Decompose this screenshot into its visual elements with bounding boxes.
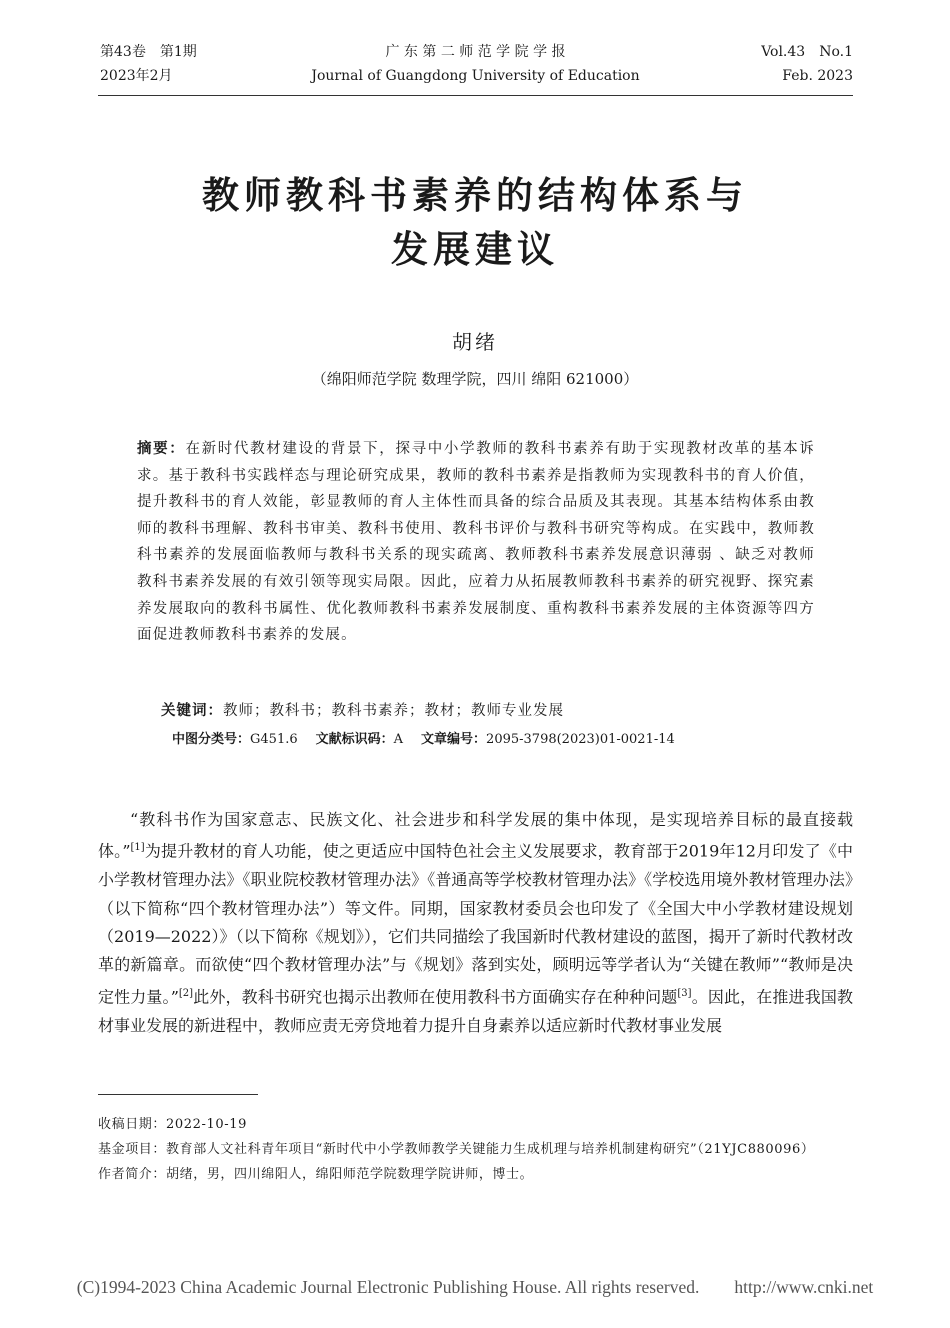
journal-name-en: Journal of Guangdong University of Education [311, 68, 640, 84]
abstract-label: 摘要： [137, 441, 186, 457]
footnote-received [98, 1112, 853, 1137]
citation-3[interactable]: [3] [677, 987, 692, 999]
issue-date: 2023年2月 [100, 68, 173, 84]
footnote-value: 胡绪，男，四川绵阳人，绵阳师范学院数理学院讲师，博士。 [166, 1167, 534, 1182]
abstract-text: 在新时代教材建设的背景下，探寻中小学教师的教科书素养有助于实现教材改革的基本诉求。基于教科书实践样态与理论研究成果，教师的教科书素养是指教师为实现教科书的育人价值，提升教科书的育人效能，彰显教师的育人主体性而具备的综合品质及其表现。其基本结构体系由教师的教科书理解、教科书审美、教科书使用、教科书评价与教科书研究等构成。在实践中，教师教科书素养的发展面临教师与教科书关系的现实疏离、教师教科书素养发展意识薄弱 、缺乏对教师教科书素养发展的有效引领等现实局限。因此，应着力从拓展教师教科书素养的研究视野、探究素养发展取向的教科书属性、优化教师教科书素养发展制度、重构教科书素养发展的主体资源等四方面促进教师教科书素养的发展。 [137, 441, 815, 644]
footnote-fund [98, 1137, 853, 1162]
doc-code-label: 文献标识码： [315, 732, 394, 747]
article-title [0, 168, 950, 276]
clc-value: G451.6 [250, 732, 298, 747]
body-text-segment: 为提升教材的育人功能，使之更适应中国特色社会主义发展要求，教育部于2019年12月印发了《中小学教材管理办法》《职业院校教材管理办法》《普通高等学校教材管理办法》《学校选用境外教材管理办法》（以下简称“四个教材管理办法”）等文件。同期，国家教材委员会也印发了《全国大中小学教材建设规划（2019—2022）》（以下简称《规划》），它们共同描绘了我国新时代教材建设的蓝图，揭开了新时代教材改革的新篇章。而欲使“四个教材管理办法”与《规划》落到实处，顾明远等学者认为“关键在教师”“教师是决定性力量。” [98, 841, 853, 1007]
date-en: Feb. 2023 [782, 68, 853, 84]
article-no-label: 文章编号： [421, 732, 487, 747]
keywords-text: 教师；教科书；教科书素养；教材；教师专业发展 [223, 703, 564, 719]
header-center [98, 40, 853, 88]
citation-2[interactable]: [2] [178, 987, 194, 999]
title-line-2: 发展建议 [391, 227, 559, 271]
body-text-segment: “教科书作为国家意志、民族文化、社会进步和科学发展的集中体现，是实现培养目标的最直接载体。” [98, 810, 853, 861]
article-no-value: 2095-3798(2023)01-0021-14 [486, 732, 675, 747]
footnote-label: 作者简介： [98, 1167, 167, 1182]
body-text [98, 806, 853, 1040]
keywords [161, 698, 821, 724]
header-right [761, 40, 853, 88]
clc-label: 中图分类号： [172, 732, 251, 747]
footnote-value: 2022-10-19 [166, 1117, 247, 1132]
body-text-segment: 此外，教科书研究也揭示出教师在使用教科书方面确实存在种种问题 [193, 987, 678, 1007]
footnote-divider [98, 1094, 258, 1095]
journal-name-cn: 广 东 第 二 师 范 学 院 学 报 [385, 44, 566, 60]
running-header [98, 40, 853, 96]
doc-code-value: A [393, 732, 404, 747]
citation-1[interactable]: [1] [130, 842, 145, 854]
keywords-label: 关键词： [161, 703, 223, 719]
vol-no: Vol.43 No.1 [761, 44, 853, 60]
footnote-label: 收稿日期： [98, 1117, 167, 1132]
body-text-segment: 。因此，在推进我国教材事业发展的新进程中，教师应责无旁贷地着力提升自身素养以适应新时代教材事业发展 [98, 987, 853, 1035]
volume-issue: 第43卷 第1期 [100, 44, 197, 60]
footnote-value: 教育部人文社科青年项目“新时代中小学教师教学关键能力生成机理与培养机制建构研究”（21YJC880096） [166, 1142, 815, 1157]
author-name: 胡绪 [452, 330, 498, 354]
title-line-1: 教师教科书素养的结构体系与 [202, 173, 748, 217]
footnote-label: 基金项目： [98, 1142, 167, 1157]
footnotes [98, 1112, 853, 1187]
classification-line [172, 728, 832, 752]
author-affiliation: （绵阳师范学院 数理学院，四川 绵阳 621000） [311, 370, 639, 388]
copyright-notice: (C)1994-2023 China Academic Journal Electronic Publishing House. All rights reserved. http://www.cnki.net [76, 1277, 874, 1297]
header-divider [98, 95, 853, 96]
abstract [137, 436, 815, 649]
body-paragraph [98, 806, 853, 1040]
footnote-bio [98, 1162, 853, 1187]
